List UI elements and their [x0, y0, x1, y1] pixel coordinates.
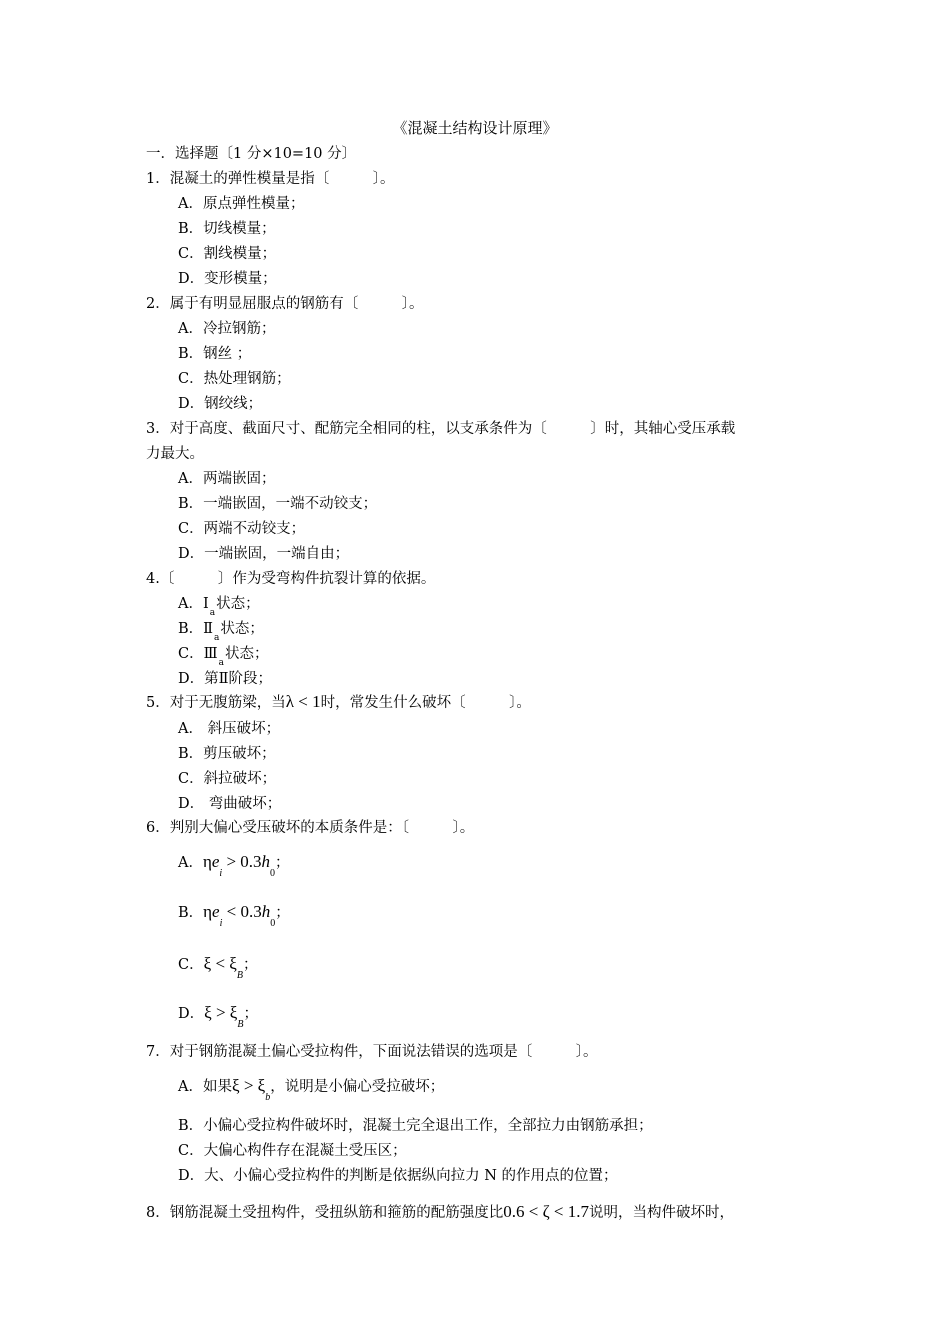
variable-h: h	[261, 852, 271, 871]
option-label: A．	[178, 855, 203, 871]
question-1-option-c: C．割线模量；	[178, 246, 277, 262]
question-2-option-b: B．钢丝 ；	[178, 346, 252, 362]
subscript: a	[218, 658, 224, 668]
subscript-0: 0	[270, 868, 276, 879]
subscript-i: i	[219, 868, 223, 879]
stem-text: 说明，当构件破坏时，	[588, 1205, 734, 1221]
question-4-option-a	[178, 594, 260, 616]
question-3-option-b: B．一端嵌固，一端不动铰支；	[178, 496, 378, 512]
option-end: ；	[275, 855, 290, 871]
option-end: ；	[242, 957, 258, 973]
math-expression: ξ > ξ	[231, 1076, 266, 1095]
question-6-stem: 6．判别大偏心受压破坏的本质条件是：〔 〕。	[146, 820, 475, 836]
option-label: C．	[178, 957, 204, 973]
question-6-option-b	[178, 902, 290, 929]
option-text: ，说明是小偏心受拉破坏；	[270, 1079, 445, 1095]
math-operator: > 0.3	[222, 852, 262, 871]
variable-h: h	[261, 902, 271, 921]
eta-symbol: η	[202, 852, 212, 871]
subscript-b: b	[265, 1092, 271, 1103]
subscript-b: B	[237, 1019, 244, 1030]
question-8-stem	[146, 1202, 734, 1223]
stem-text: 时，常发生什么破坏〔 〕。	[320, 695, 531, 711]
option-text: 状态；	[220, 621, 264, 637]
question-3-option-c: C．两端不动铰支；	[178, 521, 306, 537]
question-2-option-a: A．冷拉钢筋；	[178, 321, 276, 337]
question-5-option-c: C．斜拉破坏；	[178, 771, 277, 787]
stem-text: 8．钢筋混凝土受扭构件，受扭纵筋和箍筋的配筋强度比	[146, 1205, 504, 1221]
eta-symbol: η	[203, 902, 213, 921]
question-7-option-d: D．大、小偏心受拉构件的判断是依据纵向拉力 N 的作用点的位置；	[178, 1168, 618, 1184]
math-expression: ξ > ξ	[204, 1003, 238, 1022]
question-4-option-b	[178, 619, 264, 641]
question-3-option-a: A．两端嵌固；	[178, 471, 276, 487]
math-expression: 0.6 < ζ < 1.7	[503, 1202, 589, 1221]
option-text: A．如果	[178, 1079, 232, 1095]
question-2-option-c: C．热处理钢筋；	[178, 371, 291, 387]
subscript-i: i	[219, 918, 223, 929]
option-label: D．	[178, 1006, 205, 1022]
question-3-stem: 3．对于高度、截面尺寸、配筋完全相同的柱，以支承条件为〔 〕时，其轴心受压承载	[146, 421, 736, 437]
option-text: A．Ⅰ	[178, 596, 209, 612]
math-expression: ξ < ξ	[203, 954, 237, 973]
question-1-option-a: A．原点弹性模量；	[178, 196, 305, 212]
question-7-option-a	[178, 1076, 445, 1103]
question-1-option-d: D．变形模量；	[178, 271, 277, 287]
question-4-option-c	[178, 644, 268, 666]
option-end: ；	[275, 905, 290, 921]
question-5-option-b: B．剪压破坏；	[178, 746, 276, 762]
question-2-option-d: D．钢绞线；	[178, 396, 263, 412]
option-text: 状态；	[216, 596, 260, 612]
question-5-option-d: D． 弯曲破坏；	[178, 796, 282, 812]
subscript: a	[209, 608, 216, 618]
question-7-stem: 7．对于钢筋混凝土偏心受拉构件，下面说法错误的选项是〔 〕。	[146, 1044, 598, 1060]
variable-e: e	[212, 902, 220, 921]
subscript-0: 0	[270, 918, 276, 929]
option-text: C．Ⅲ	[178, 646, 218, 662]
stem-text: 5．对于无腹筋梁，当	[146, 695, 286, 711]
question-5-stem	[146, 692, 531, 713]
question-7-option-c: C．大偏心构件存在混凝土受压区；	[178, 1143, 407, 1159]
question-6-option-a	[178, 852, 290, 879]
page-title: 《混凝土结构设计原理》	[392, 119, 558, 137]
question-6-option-c	[178, 954, 258, 981]
question-1-stem: 1．混凝土的弹性模量是指〔 〕。	[146, 171, 395, 187]
question-3-option-d: D．一端嵌固，一端自由；	[178, 546, 350, 562]
subscript: a	[214, 633, 220, 643]
option-text: B．Ⅱ	[178, 621, 214, 637]
question-2-stem: 2．属于有明显屈服点的钢筋有〔 〕。	[146, 296, 424, 312]
question-6-option-d	[178, 1003, 258, 1030]
question-1-option-b: B．切线模量；	[178, 221, 276, 237]
question-7-option-b: B．小偏心受拉构件破坏时，混凝土完全退出工作，全部拉力由钢筋承担；	[178, 1118, 653, 1134]
section-heading: 一．选择题〔1 分×10=10 分〕	[146, 146, 357, 162]
question-3-stem-continued: 力最大。	[146, 446, 204, 462]
question-4-option-d: D．第Ⅱ阶段；	[178, 671, 272, 687]
option-label: B．	[178, 905, 204, 921]
math-expression: λ < 1	[285, 692, 321, 711]
variable-e: e	[211, 852, 220, 871]
math-operator: < 0.3	[222, 902, 262, 921]
question-4-stem: 4.〔 〕作为受弯构件抗裂计算的依据。	[146, 571, 436, 587]
option-end: ；	[243, 1006, 258, 1022]
subscript-b: B	[236, 970, 243, 981]
option-text: 状态；	[224, 646, 269, 662]
question-5-option-a: A． 斜压破坏；	[178, 721, 281, 737]
